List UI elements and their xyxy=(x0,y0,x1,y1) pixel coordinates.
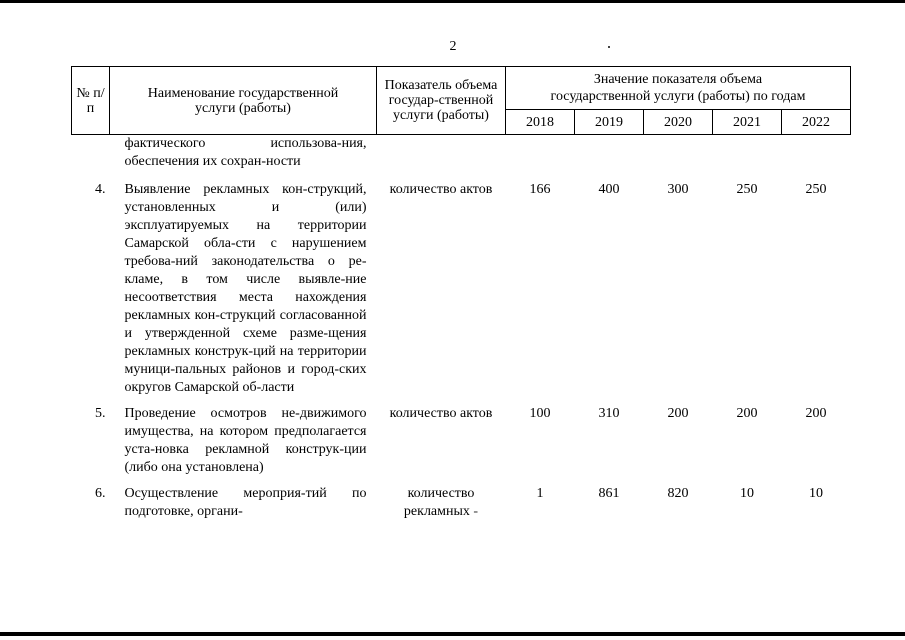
header-year-2020: 2020 xyxy=(644,110,713,135)
value-2020: 300 xyxy=(667,182,689,197)
value-2018 xyxy=(506,135,575,180)
row-number: 4. xyxy=(95,182,106,197)
table-row-continued xyxy=(72,135,851,180)
value-2021: 10 xyxy=(740,486,754,501)
value-2021: 250 xyxy=(736,182,758,197)
value-2019: 861 xyxy=(598,486,620,501)
value-2022: 10 xyxy=(809,486,823,501)
header-no: № п/п xyxy=(72,67,110,135)
value-2020: 820 xyxy=(667,486,689,501)
indicator: количество актов xyxy=(389,182,493,197)
value-2021: 200 xyxy=(736,406,758,421)
value-2021 xyxy=(713,135,782,180)
value-2019: 310 xyxy=(598,406,620,421)
header-year-2021: 2021 xyxy=(713,110,782,135)
page-number: 2 xyxy=(449,39,457,54)
indicator-cell xyxy=(377,483,506,527)
header-year-2022: 2022 xyxy=(782,110,851,135)
value-2020: 200 xyxy=(667,406,689,421)
service-name: Осуществление мероприя-тий по подготовке, органи- xyxy=(124,486,367,519)
value-2018: 100 xyxy=(529,406,551,421)
row-number: 6. xyxy=(95,486,106,501)
scan-edge-top xyxy=(0,0,905,3)
table-row xyxy=(72,403,851,483)
value-2022: 200 xyxy=(805,406,827,421)
header-values-group: Значение показателя объема государственной услуги (работы) по годам xyxy=(506,67,851,110)
indicator: количество рекламных xyxy=(403,486,475,519)
row-number xyxy=(72,135,110,180)
header-indicator: Показатель объема государ-ственной услуги (работы) xyxy=(377,67,506,135)
value-2022: 250 xyxy=(805,182,827,197)
indicator-mark: - xyxy=(473,504,479,519)
value-2019 xyxy=(575,135,644,180)
services-table xyxy=(71,66,851,527)
value-2020 xyxy=(644,135,713,180)
value-2022 xyxy=(782,135,851,180)
value-2019: 400 xyxy=(598,182,620,197)
header-year-2018: 2018 xyxy=(506,110,575,135)
table-row xyxy=(72,483,851,527)
row-number: 5. xyxy=(95,406,106,421)
service-name: фактического использова-ния, обеспечения их сохран-ности xyxy=(124,136,367,169)
scan-speck xyxy=(608,46,610,48)
scan-edge-bottom xyxy=(0,632,905,636)
table-row xyxy=(72,179,851,403)
indicator xyxy=(377,135,506,180)
value-2018: 166 xyxy=(529,182,551,197)
header-year-2019: 2019 xyxy=(575,110,644,135)
value-2018: 1 xyxy=(536,486,544,501)
service-name: Выявление рекламных кон-струкций, установленных и (или) эксплуатируемых на территории Самарской обла-сти с нарушением требова-ний законодательства о ре-кламе, в том числе выявле-ние несоответствия места нахождения рекламных кон-струкций согласованной и утвержденной схеме разме-щения рекламных конструк-ций на территории муници-пальных районов и город-ских округов Самарской об-ласти xyxy=(124,182,367,395)
indicator: количество актов xyxy=(389,406,493,421)
service-name: Проведение осмотров не-движимого имущества, на котором предполагается уста-новка рекламной конструк-ции (либо она установлена) xyxy=(124,406,367,475)
header-name: Наименование государственной услуги (работы) xyxy=(110,67,377,135)
